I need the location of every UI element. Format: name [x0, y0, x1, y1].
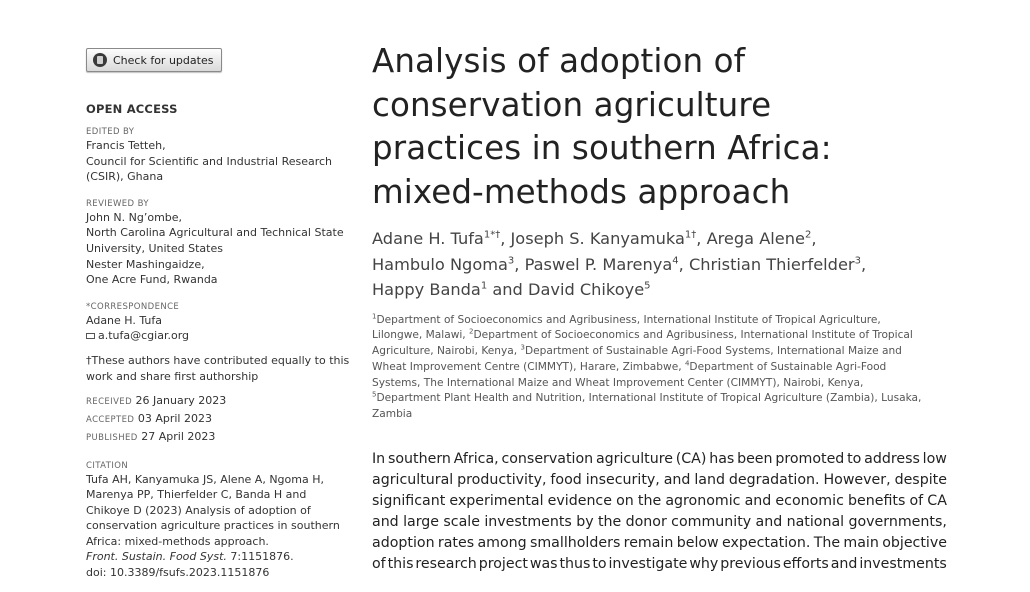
correspondence-label: *CORRESPONDENCE [86, 301, 180, 312]
bookmark-icon [93, 53, 107, 67]
abstract-word: scale [443, 514, 480, 531]
edited-by-block [86, 138, 351, 185]
author-line [372, 252, 947, 278]
citation-journal: Front. Sustain. Food Syst. [86, 550, 227, 564]
abstract-word: significant [372, 493, 446, 510]
abstract-word: conservation [501, 451, 594, 468]
citation-line: Tufa AH, Kanyamuka JS, Alene A, Ngoma H, [86, 472, 324, 486]
abstract-word: and [663, 472, 691, 489]
affiliation-line [372, 344, 947, 360]
author-name[interactable]: Christian Thierfelder [688, 254, 855, 274]
abstract-word: low [922, 451, 947, 468]
citation-line: Chikoye D (2023) Analysis of adoption of [86, 503, 311, 517]
article-main [372, 40, 947, 575]
dates-block [86, 393, 351, 446]
author-separator: , [500, 229, 511, 248]
affiliation-number: 4 [684, 359, 690, 368]
citation-doi-link[interactable]: doi: 10.3389/fsufs.2023.1151876 [86, 566, 270, 580]
abstract-word: despite [894, 472, 947, 489]
abstract-word: However, [823, 472, 891, 489]
title-line: practices in southern Africa: [372, 129, 832, 167]
reviewed-by-block [86, 210, 351, 288]
date-published [86, 429, 351, 447]
abstract-word: evidence [547, 493, 612, 510]
affiliation-text: Zambia [372, 408, 413, 421]
abstract-word: degradation. [728, 472, 820, 489]
abstract-line [372, 449, 947, 470]
abstract-word: and [372, 514, 399, 531]
affiliation-text: Department Plant Health and Nutrition, International Institute of Tropical Agriculture (Zambia), Lusaka, [376, 392, 922, 405]
abstract-word: objective [882, 535, 947, 552]
editor-line: Francis Tetteh, [86, 139, 166, 152]
author-separator: and [487, 280, 528, 299]
abstract-word: food [550, 472, 582, 489]
abstract-word: investments [484, 514, 572, 531]
author-separator: , [811, 229, 817, 248]
abstract-word: investigate [608, 556, 688, 573]
abstract-word: among [477, 535, 527, 552]
date-accepted [86, 411, 351, 429]
author-name[interactable]: Arega Alene [706, 229, 805, 248]
abstract-word: experimental [449, 493, 544, 510]
abstract-word: previous [720, 556, 781, 573]
abstract-word: southern [387, 451, 451, 468]
abstract-word: The [813, 535, 841, 552]
affiliation-text: Lilongwe, Malawi, [372, 329, 470, 342]
abstract-word: promoted [775, 451, 845, 468]
abstract-word: on [616, 493, 634, 510]
edited-by-label: EDITED BY [86, 127, 135, 137]
abstract-word: land [694, 472, 725, 489]
affiliation-line [372, 313, 947, 329]
affiliation-text: Agriculture, Nairobi, Kenya, [372, 345, 521, 358]
abstract-word: rates [437, 535, 475, 552]
affiliation-line [372, 376, 947, 392]
abstract-word: expectation. [722, 535, 811, 552]
author-line [372, 277, 947, 303]
abstract-word: (CA) [675, 451, 707, 468]
abstract-line [372, 533, 947, 554]
author-list [372, 226, 947, 303]
author-separator: , [696, 229, 707, 248]
reviewer-line: John N. Ng’ombe, [86, 210, 183, 224]
author-affiliation-sup: 4 [672, 255, 679, 267]
date-label: ACCEPTED [86, 414, 135, 425]
check-for-updates-label: Check for updates [113, 53, 214, 67]
abstract-word: community [671, 514, 752, 531]
citation-label: CITATION [86, 460, 129, 471]
check-for-updates-button[interactable] [86, 48, 222, 72]
correspondence-name: Adane H. Tufa [86, 313, 162, 327]
author-affiliation-sup: 1 [480, 280, 488, 292]
abstract-word: productivity, [457, 472, 547, 489]
affiliation-number: 5 [372, 390, 377, 399]
author-name[interactable]: Joseph S. Kanyamuka [510, 229, 685, 248]
abstract-word: project [478, 556, 528, 573]
abstract-word: benefits [848, 493, 906, 510]
author-line [372, 226, 947, 252]
abstract-word: national [786, 514, 845, 531]
reviewer-line: University, United States [86, 241, 223, 255]
abstract-word: and [744, 493, 772, 510]
abstract-line [372, 470, 947, 491]
citation-journal-line [86, 549, 351, 565]
note-line: †These authors have contributed equally to this [86, 353, 350, 367]
abstract-word: thus [559, 556, 591, 573]
date-value: 03 April 2023 [137, 411, 212, 425]
citation-line: Marenya PP, Thierfelder C, Banda H and [86, 488, 307, 502]
author-name[interactable]: Adane H. Tufa [372, 229, 484, 248]
mail-icon [86, 333, 95, 339]
abstract-word: remain [623, 535, 674, 552]
affiliation-text: Wheat Improvement Centre (CIMMYT), Harare, Zimbabwe, [372, 360, 685, 373]
abstract-word: donor [625, 514, 667, 531]
abstract-word: and [830, 556, 858, 573]
abstract-word: adoption [372, 535, 435, 552]
abstract-word: agronomic [665, 493, 741, 510]
abstract-word: of [372, 556, 386, 573]
citation-line: conservation agriculture practices in southern [86, 519, 340, 533]
abstract-line [372, 554, 947, 575]
citation-line: Africa: mixed-methods approach. [86, 534, 269, 548]
abstract-word: and [755, 514, 783, 531]
author-name[interactable]: Hambulo Ngoma [372, 254, 508, 274]
affiliation-line [372, 360, 947, 376]
author-name[interactable]: David Chikoye [527, 280, 645, 299]
author-affiliation-sup: 2 [804, 229, 812, 241]
author-separator: , [678, 254, 689, 274]
abstract-word: the [637, 493, 662, 510]
abstract-word: below [676, 535, 719, 552]
date-received [86, 393, 351, 411]
abstract-word: been [737, 451, 773, 468]
affiliation-text: Systems, The International Maize and Wheat Improvement Center (CIMMYT), Nairobi, Kenya, [372, 376, 864, 389]
editor-line: Council for Scientific and Industrial Research [86, 154, 333, 168]
affiliation-line [372, 391, 947, 407]
affiliation-text: Department of Socioeconomics and Agribusiness, International Institute of Tropical [473, 329, 913, 342]
abstract-word: governments, [848, 514, 947, 531]
reviewer-line: North Carolina Agricultural and Technical State [86, 226, 344, 240]
note-line: work and share first authorship [86, 369, 259, 383]
abstract-word: this [387, 556, 414, 573]
reviewed-by-label: REVIEWED BY [86, 198, 149, 209]
affiliations [372, 313, 947, 424]
abstract-word: efforts [782, 556, 829, 573]
author-name[interactable]: Paswel P. Marenya [524, 254, 673, 274]
affiliation-line [372, 407, 947, 423]
affiliation-number: 1 [372, 311, 377, 320]
date-value: 27 April 2023 [141, 429, 216, 443]
abstract-word: was [529, 556, 558, 573]
date-label: PUBLISHED [86, 432, 138, 443]
article-title [372, 40, 947, 214]
abstract-word: main [843, 535, 879, 552]
abstract-word: investments [859, 556, 947, 573]
editor-line: (CSIR), Ghana [86, 170, 164, 184]
title-line: conservation agriculture [372, 85, 772, 124]
citation-volume: 7:1151876. [226, 550, 294, 564]
abstract-word: the [597, 514, 622, 531]
abstract-word: Africa, [453, 451, 499, 468]
correspondence-email-link[interactable]: a.tufa@cgiar.org [98, 329, 190, 343]
abstract [372, 449, 947, 575]
abstract-word: smallholders [529, 535, 621, 552]
abstract-word: by [576, 514, 594, 531]
affiliation-text: Department of Socioeconomics and Agribusiness, International Institute of Tropical Agriculture, [376, 313, 881, 326]
affiliation-line [372, 328, 947, 344]
abstract-word: why [689, 556, 719, 573]
abstract-word: CA [927, 493, 947, 510]
abstract-word: agricultural [372, 472, 454, 489]
abstract-word: has [709, 451, 735, 468]
abstract-word: insecurity, [585, 472, 660, 489]
abstract-word: to [847, 451, 862, 468]
author-separator: , [514, 254, 525, 274]
abstract-word: of [909, 493, 924, 510]
author-affiliation-sup: 3 [854, 255, 861, 267]
abstract-word: economic [775, 493, 844, 510]
author-affiliation-sup: 1† [684, 229, 697, 241]
correspondence-email-row[interactable] [86, 328, 351, 344]
citation-block [86, 472, 351, 581]
date-label: RECEIVED [86, 397, 133, 408]
author-name[interactable]: Happy Banda [372, 280, 481, 299]
abstract-word: large [403, 514, 440, 531]
abstract-word: to [592, 556, 607, 573]
abstract-word: agriculture [595, 451, 673, 468]
author-affiliation-sup: 1*† [483, 229, 501, 241]
author-affiliation-sup: 5 [644, 280, 651, 292]
affiliation-text: Department of Sustainable Agri-Food [689, 360, 887, 373]
affiliation-number: 3 [520, 343, 525, 352]
reviewer-line: Nester Mashingaidze, [86, 257, 205, 271]
abstract-word: address [864, 451, 920, 468]
reviewer-line: One Acre Fund, Rwanda [86, 273, 218, 287]
author-affiliation-sup: 3 [507, 255, 515, 267]
affiliation-number: 2 [469, 327, 474, 336]
date-value: 26 January 2023 [135, 394, 227, 408]
abstract-word: In [372, 451, 386, 468]
affiliation-text: Department of Sustainable Agri-Food Systems, International Maize and [524, 345, 902, 358]
author-separator: , [860, 254, 867, 274]
equal-contribution-note [86, 353, 351, 384]
abstract-line [372, 491, 947, 512]
abstract-word: research [415, 556, 477, 573]
abstract-line [372, 512, 947, 533]
open-access-label: OPEN ACCESS [86, 102, 178, 116]
title-line: Analysis of adoption of [372, 42, 746, 80]
title-line: mixed-methods approach [372, 172, 791, 211]
article-sidebar [86, 48, 351, 581]
